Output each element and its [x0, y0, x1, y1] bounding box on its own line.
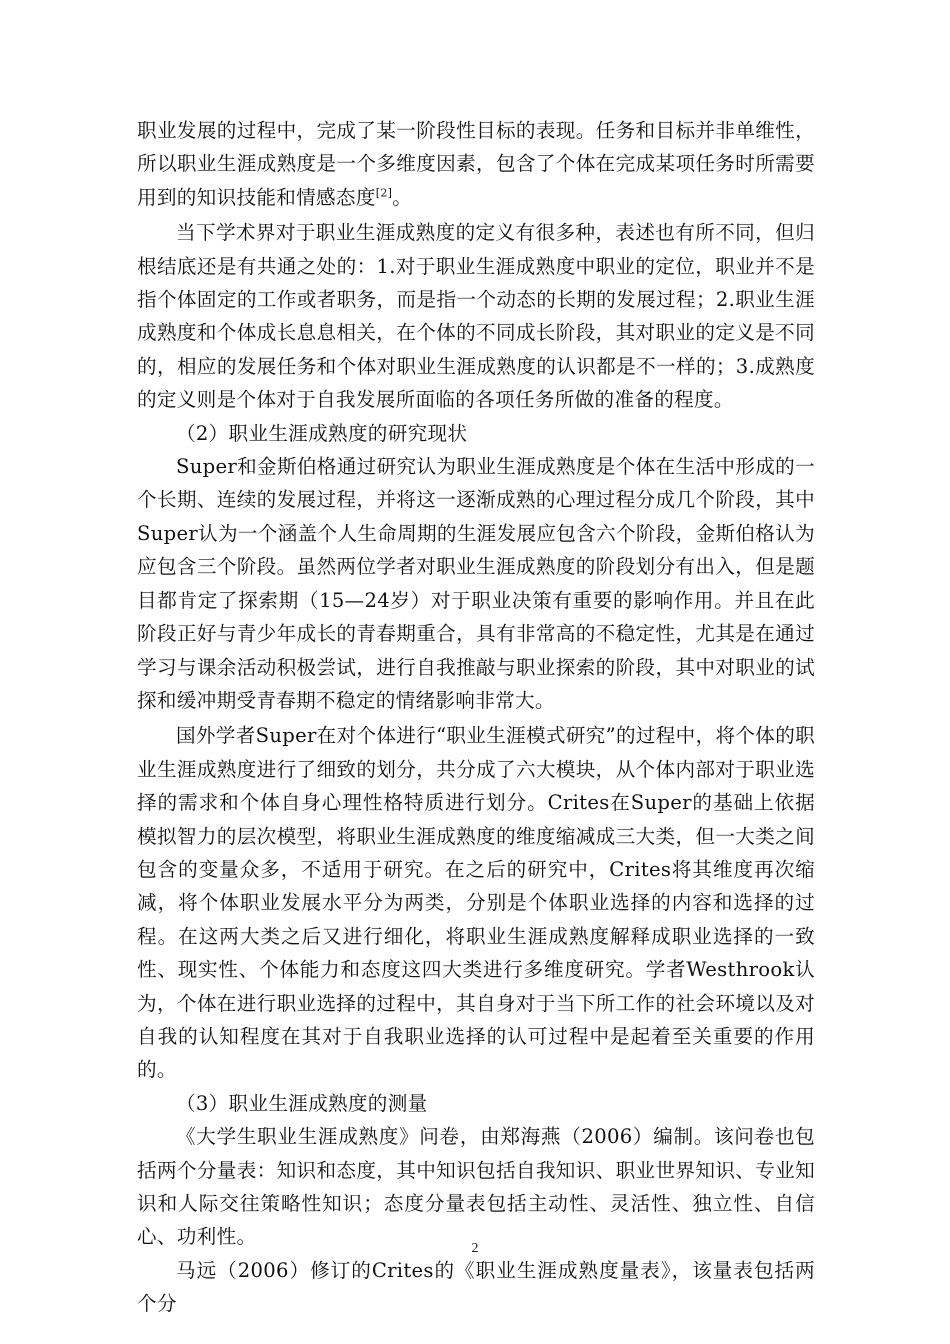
document-body — [137, 114, 815, 1321]
section-heading-measurement: （3）职业生涯成熟度的测量 — [176, 1091, 428, 1115]
section-heading-research-status: （2）职业生涯成熟度的研究现状 — [176, 421, 468, 445]
paragraph-continued — [137, 114, 815, 214]
paragraph-scale: 马远（2006）修订的Crites的《职业生涯成熟度量表》，该量表包括两个分 — [137, 1258, 815, 1316]
paragraph-crites-westhrook: 国外学者Super在对个体进行“职业生涯模式研究”的过程中，将个体的职业生涯成熟度进行了细致的划分，共分成了六大模块，从个体内部对于职业选择的需求和个体自身心理性格特质进行划分。Crites在Super的基础上依据模拟智力的层次模型，将职业生涯成熟度的维度缩减成三大类，但一大类之间包含的变量众多，不适用于研究。在之后的研究中，Crites将其维度再次缩减，将个体职业发展水平分为两类，分别是个体职业选择的内容和选择的过程。在这两大类之后又进行细化，将职业生涯成熟度解释成职业选择的一致性、现实性、个体能力和态度这四大类进行多维度研究。学者Westhrook认为，个体在进行职业选择的过程中，其自身对于当下所工作的社会环境以及对自我的认知程度在其对于自我职业选择的认可过程中是起着至关重要的作用的。 — [137, 724, 815, 1082]
citation-marker: [2] — [375, 186, 393, 200]
page-number: 2 — [471, 1241, 479, 1256]
paragraph-super-ginzberg: Super和金斯伯格通过研究认为职业生涯成熟度是个体在生活中形成的一个长期、连续的发展过程，并将这一逐渐成熟的心理过程分成几个阶段，其中Super认为一个涵盖个人生命周期的生涯发展应包含六个阶段，金斯伯格认为应包含三个阶段。虽然两位学者对职业生涯成熟度的阶段划分有出入，但是题目都肯定了探索期（15—24岁）对于职业决策有重要的影响作用。并且在此阶段正好与青少年成长的青春期重合，具有非常高的不稳定性，尤其是在通过学习与课余活动积极尝试，进行自我推敲与职业探索的阶段，其中对职业的试探和缓冲期受青春期不稳定的情绪影响非常大。 — [137, 455, 815, 712]
paragraph-questionnaire: 《大学生职业生涯成熟度》问卷，由郑海燕（2006）编制。该问卷也包括两个分量表：知识和态度，其中知识包括自我知识、职业世界知识、专业知识和人际交往策略性知识；态度分量表包括主动性、灵活性、独立性、自信心、功利性。 — [137, 1125, 815, 1249]
paragraph-end: 。 — [392, 185, 413, 209]
paragraph-definition: 当下学术界对于职业生涯成熟度的定义有很多种，表述也有所不同，但归根结底还是有共通之处的：1.对于职业生涯成熟度中职业的定位，职业并不是指个体固定的工作或者职务，而是指一个动态的长期的发展过程；2.职业生涯成熟度和个体成长息息相关，在个体的不同成长阶段，其对职业的定义是不同的，相应的发展任务和个体对职业生涯成熟度的认识都是不一样的；3.成熟度的定义则是个体对于自我发展所面临的各项任务所做的准备的程度。 — [137, 221, 815, 412]
paragraph-text: 职业发展的过程中，完成了某一阶段性目标的表现。任务和目标并非单维性，所以职业生涯成熟度是一个多维度因素，包含了个体在完成某项任务时所需要用到的知识技能和情感态度 — [137, 119, 815, 209]
